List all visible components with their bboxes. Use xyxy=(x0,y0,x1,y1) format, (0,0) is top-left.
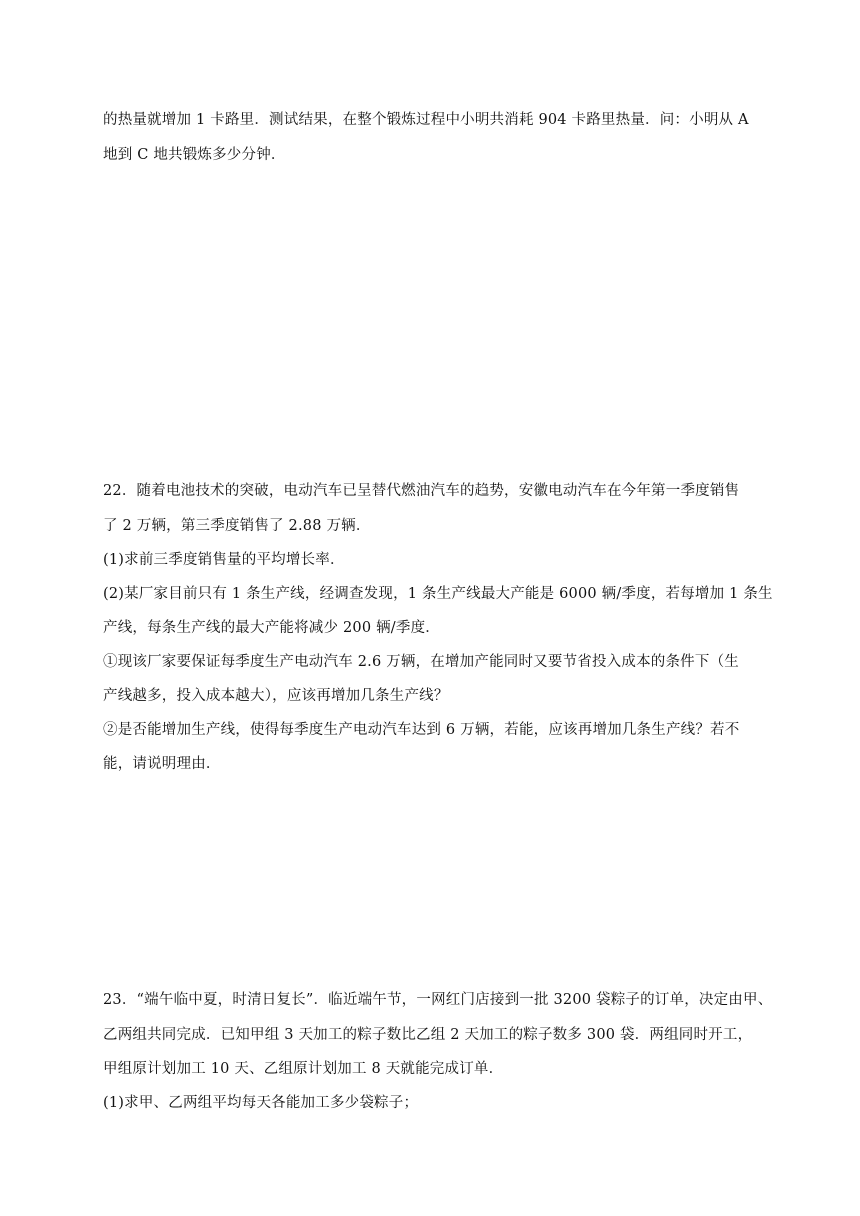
prev-problem-line-2: 地到 C 地共锻炼多少分钟． xyxy=(103,147,286,163)
q23-line-2: 乙两组共同完成．已知甲组 3 天加工的粽子数比乙组 2 天加工的粽子数多 300 袋．两组同时开工， xyxy=(103,1027,753,1043)
q23-part1: (1)求甲、乙两组平均每天各能加工多少袋粽子； xyxy=(103,1095,419,1111)
q22-line-1: 22．随着电池技术的突破，电动汽车已呈替代燃油汽车的趋势，安徽电动汽车在今年第一季度销售 xyxy=(103,483,740,499)
q22-part1: (1)求前三季度销售量的平均增长率． xyxy=(103,552,345,568)
q23-line-1: 23．“端午临中夏，时清日复长”．临近端午节，一网红门店接到一批 3200 袋粽子的订单，决定由甲、 xyxy=(103,992,773,1008)
q23-line-3: 甲组原计划加工 10 天、乙组原计划加工 8 天就能完成订单． xyxy=(103,1061,504,1077)
q22-sub2-line-1: ②是否能增加生产线，使得每季度生产电动汽车达到 6 万辆，若能，应该再增加几条生产线？若不 xyxy=(103,722,740,738)
q22-part2-line-1: (2)某厂家目前只有 1 条生产线，经调查发现，1 条生产线最大产能是 6000 辆/季度，若每增加 1 条生 xyxy=(103,586,773,602)
q22-part2-line-2: 产线，每条生产线的最大产能将减少 200 辆/季度． xyxy=(103,620,440,636)
q22-sub1-line-2: 产线越多，投入成本越大），应该再增加几条生产线？ xyxy=(103,688,449,704)
q22-sub1-line-1: ①现该厂家要保证每季度生产电动汽车 2.6 万辆，在增加产能同时又要节省投入成本的条件下（生 xyxy=(103,654,739,670)
prev-problem-line-1: 的热量就增加 1 卡路里．测试结果，在整个锻炼过程中小明共消耗 904 卡路里热量．问：小明从 A xyxy=(103,112,749,128)
q22-line-2: 了 2 万辆，第三季度销售了 2.88 万辆． xyxy=(103,518,371,534)
q22-sub2-line-2: 能，请说明理由． xyxy=(103,756,221,772)
